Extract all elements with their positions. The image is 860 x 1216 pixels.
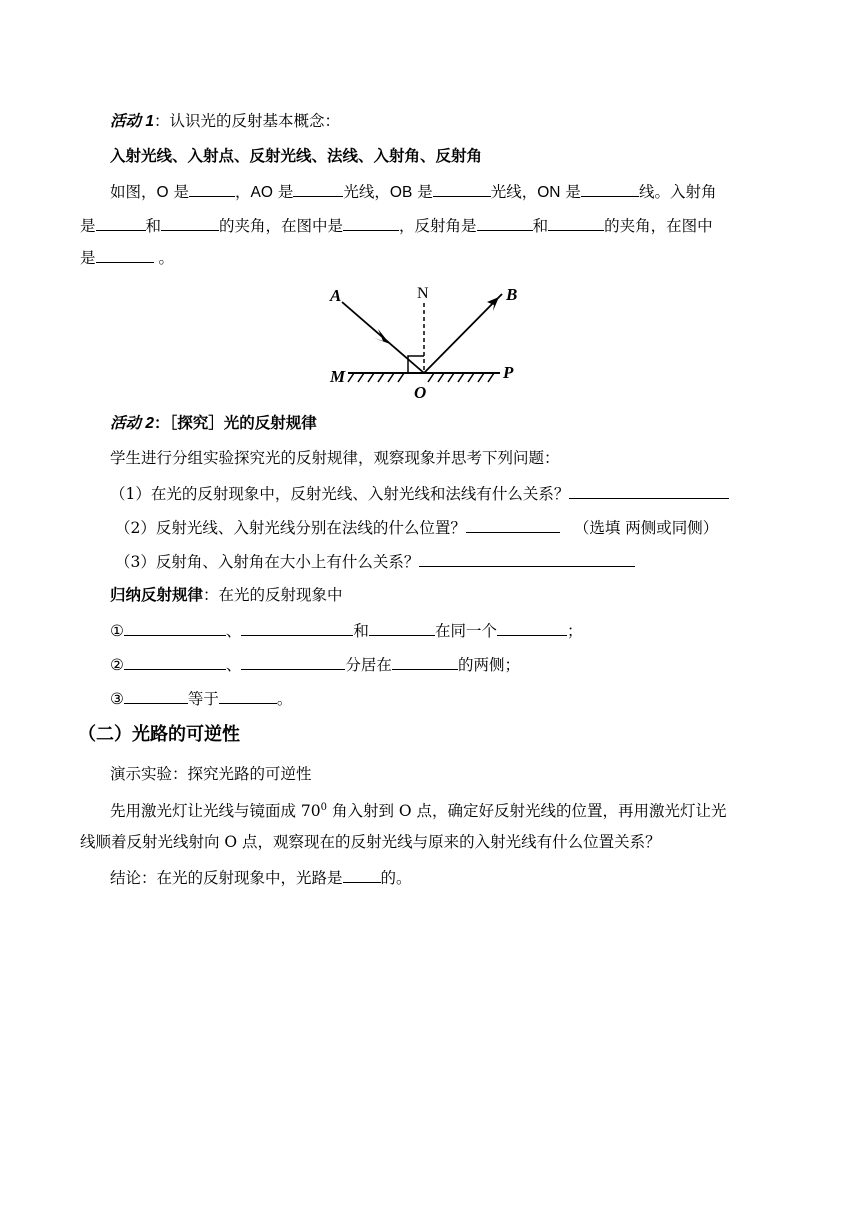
text-segment: 先用激光灯让光线与镜面成 70 xyxy=(110,802,321,821)
activity1-title-text: ：认识光的反射基本概念： xyxy=(153,112,340,130)
activity1-terms: 入射光线、入射点、反射光线、法线、入射角、反射角 xyxy=(110,146,483,165)
question-2-hint: （选填 两侧或同侧） xyxy=(573,519,719,537)
text-segment: ， xyxy=(235,183,251,201)
rule-3 xyxy=(110,687,292,710)
text-segment: 是 xyxy=(80,217,96,235)
summary-label: 归纳反射规律 xyxy=(110,585,204,604)
text-segment: 。 xyxy=(276,690,293,708)
fill-blank[interactable] xyxy=(124,619,226,636)
text-segment: 是 xyxy=(272,183,294,201)
text-segment: 是 xyxy=(80,249,96,267)
text-segment: ，反射角是 xyxy=(399,217,477,235)
activity2-title-text: ：［探究］光的反射规律 xyxy=(153,413,317,432)
answer-blank-3[interactable] xyxy=(419,550,635,567)
text-segment: 的夹角，在图中是 xyxy=(219,217,344,235)
activity1-label: 活动 xyxy=(110,111,142,130)
fill-blank[interactable] xyxy=(548,214,604,231)
activity1-paragraph-line3 xyxy=(80,246,174,269)
fill-blank[interactable] xyxy=(477,214,533,231)
activity1-title xyxy=(110,110,340,133)
fill-blank[interactable] xyxy=(161,214,219,231)
question-1 xyxy=(110,482,729,505)
section2-paragraph-line2: 线顺着反射光线射向 O 点，观察现在的反射光线与原来的入射光线有什么位置关系？ xyxy=(80,833,661,851)
reflection-diagram xyxy=(320,278,530,403)
fill-blank[interactable] xyxy=(96,246,154,263)
rule-number: ② xyxy=(110,656,124,674)
answer-blank-1[interactable] xyxy=(569,482,729,499)
text-segment: 的两侧； xyxy=(457,656,520,674)
text-segment: 如图， xyxy=(110,183,157,201)
summary-heading xyxy=(110,584,343,606)
question-2-text: （2）反射光线、入射光线分别在法线的什么位置？ xyxy=(115,519,466,537)
text-segment: 光线， xyxy=(490,183,538,201)
label-N: N xyxy=(417,285,429,302)
text-segment: 的夹角，在图中 xyxy=(604,217,713,235)
text-segment: 和 xyxy=(353,622,369,640)
fill-blank[interactable] xyxy=(581,180,639,197)
text-segment: 角入射到 O 点，确定好反射光线的位置，再用激光灯让光 xyxy=(327,802,727,821)
fill-blank[interactable] xyxy=(124,687,188,704)
rule-1 xyxy=(110,619,582,642)
text-segment: ； xyxy=(566,622,583,640)
question-3-text: （3）反射角、入射角在大小上有什么关系？ xyxy=(115,553,420,571)
label-P: P xyxy=(503,363,514,382)
text-segment: 是 xyxy=(168,183,190,201)
fill-blank[interactable] xyxy=(241,619,353,636)
text-segment: 。 xyxy=(153,249,174,267)
label-B: B xyxy=(506,285,518,304)
fill-blank[interactable] xyxy=(343,866,381,883)
text-segment: 和 xyxy=(532,217,549,235)
activity2-label: 活动 xyxy=(110,413,142,432)
activity1-number: 1 xyxy=(141,113,154,130)
summary-text: ：在光的反射现象中 xyxy=(203,586,343,604)
activity2-intro: 学生进行分组实验探究光的反射规律，观察现象并思考下列问题： xyxy=(110,449,560,467)
reflected-ray xyxy=(424,294,502,373)
degree-superscript: 0 xyxy=(320,802,328,813)
section2-conclusion xyxy=(110,866,412,889)
fill-blank[interactable] xyxy=(189,180,235,197)
text-segment: AO xyxy=(250,184,273,201)
question-3 xyxy=(115,550,635,573)
fill-blank[interactable] xyxy=(369,619,435,636)
fill-blank[interactable] xyxy=(96,214,146,231)
label-O: O xyxy=(414,383,427,402)
activity2-number: 2 xyxy=(141,415,154,432)
activity2-title xyxy=(110,412,317,435)
mirror-hatching xyxy=(348,373,494,382)
text-segment: ON xyxy=(537,184,561,201)
text-segment: 光线， xyxy=(343,183,390,201)
text-segment: 线。入射角 xyxy=(638,183,717,201)
text-segment: 在同一个 xyxy=(434,622,497,640)
answer-blank-2[interactable] xyxy=(466,516,560,533)
text-segment: 结论：在光的反射现象中，光路是 xyxy=(110,869,343,887)
fill-blank[interactable] xyxy=(219,687,277,704)
section2-heading: （二）光路的可逆性 xyxy=(78,724,240,745)
activity1-paragraph-line2 xyxy=(80,214,713,237)
question-1-text: （1）在光的反射现象中，反射光线、入射光线和法线有什么关系？ xyxy=(110,485,570,503)
label-A: A xyxy=(330,286,342,305)
fill-blank[interactable] xyxy=(124,653,226,670)
rule-number: ① xyxy=(110,622,124,640)
text-segment: 是 xyxy=(412,183,433,201)
text-segment: 、 xyxy=(225,656,242,674)
text-segment: 是 xyxy=(560,183,581,201)
fill-blank[interactable] xyxy=(241,653,345,670)
rule-2 xyxy=(110,653,520,676)
text-segment: 等于 xyxy=(187,690,219,708)
fill-blank[interactable] xyxy=(433,180,491,197)
section2-paragraph-line1 xyxy=(110,797,727,822)
text-segment: OB xyxy=(389,184,413,201)
fill-blank[interactable] xyxy=(392,653,458,670)
fill-blank[interactable] xyxy=(293,180,343,197)
rule-number: ③ xyxy=(110,690,124,708)
activity1-paragraph-line1 xyxy=(110,180,716,204)
text-segment: 、 xyxy=(225,622,242,640)
text-segment: 分居在 xyxy=(345,656,392,674)
text-segment: 的。 xyxy=(380,869,412,887)
reflected-arrow-icon xyxy=(487,297,499,311)
question-2 xyxy=(115,516,718,539)
label-M: M xyxy=(330,367,346,386)
section2-demo: 演示实验：探究光路的可逆性 xyxy=(110,765,312,783)
text-segment: 和 xyxy=(145,217,162,235)
fill-blank[interactable] xyxy=(343,214,399,231)
text-segment: O xyxy=(156,184,169,201)
fill-blank[interactable] xyxy=(497,619,567,636)
